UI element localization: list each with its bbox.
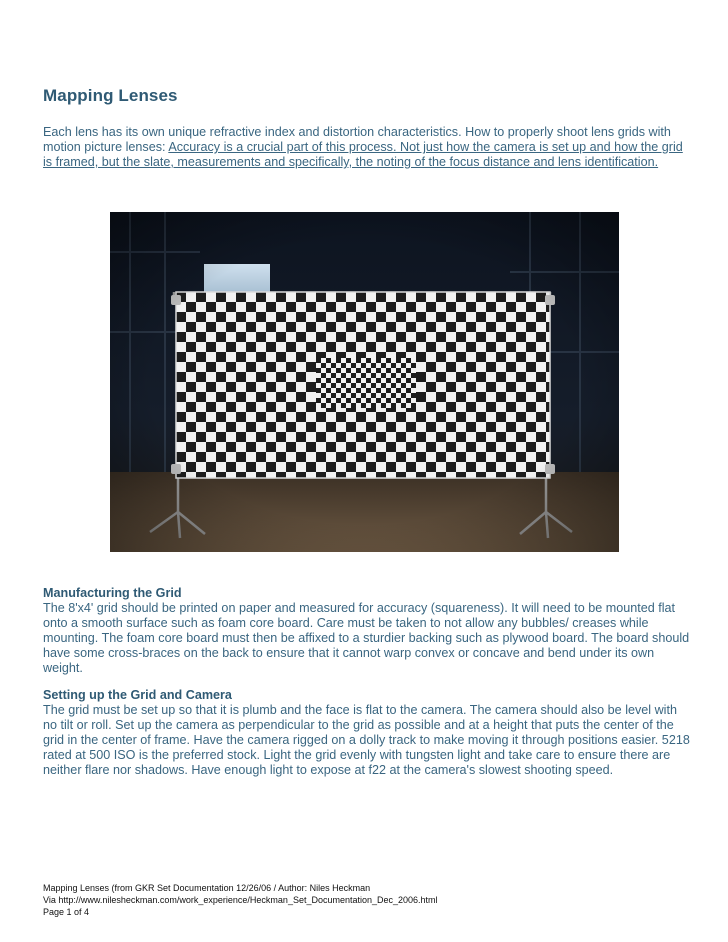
section-setup-grid-camera bbox=[43, 688, 693, 778]
section-heading: Manufacturing the Grid bbox=[43, 586, 182, 600]
lens-grid-photo bbox=[110, 212, 619, 552]
intro-paragraph bbox=[43, 125, 693, 170]
footer-source-line: Mapping Lenses (from GKR Set Documentation 12/26/06 / Author: Niles Heckman bbox=[43, 883, 371, 893]
intro-link[interactable]: Accuracy is a crucial part of this process. Not just how the camera is set up and how the grid is framed, but the slate, measurements and specifically, the noting of the focus distance and lens identification. bbox=[43, 140, 683, 169]
section-body: The grid must be set up so that it is plumb and the face is flat to the camera. The camera should also be level with no tilt or roll. Set up the camera as perpendicular to the grid as possible and at a height that puts the center of the grid in the center of frame. Have the camera rigged on a dolly track to make moving it through positions easier. 5218 rated at 500 ISO is the preferred stock. Light the grid evenly with tungsten light and take care to ensure there are neither flare nor shadows. Have enough light to expose at f22 at the camera's slowest shooting speed. bbox=[43, 703, 690, 777]
page-footer bbox=[43, 882, 438, 918]
section-manufacturing-grid bbox=[43, 586, 693, 676]
intro-text: Each lens has its own unique refractive index and distortion characteristics. How to properly shoot lens grids with motion picture lenses: bbox=[43, 125, 671, 154]
footer-page-number: Page 1 of 4 bbox=[43, 907, 90, 917]
footer-url-line: Via http://www.nilesheckman.com/work_experience/Heckman_Set_Documentation_Dec_2006.html bbox=[43, 895, 438, 905]
section-body: The 8'x4' grid should be printed on paper and measured for accuracy (squareness). It will need to be mounted flat onto a smooth surface such as foam core board. Care must be taken to not allow any bubbles/ creases while mounting. The foam core board must then be affixed to a sturdier backing such as plywood board. The board should have some cross-braces on the back to ensure that it cannot warp convex or concave and bend under its own weight. bbox=[43, 601, 690, 675]
page-title: Mapping Lenses bbox=[43, 86, 178, 105]
section-heading: Setting up the Grid and Camera bbox=[43, 688, 232, 702]
